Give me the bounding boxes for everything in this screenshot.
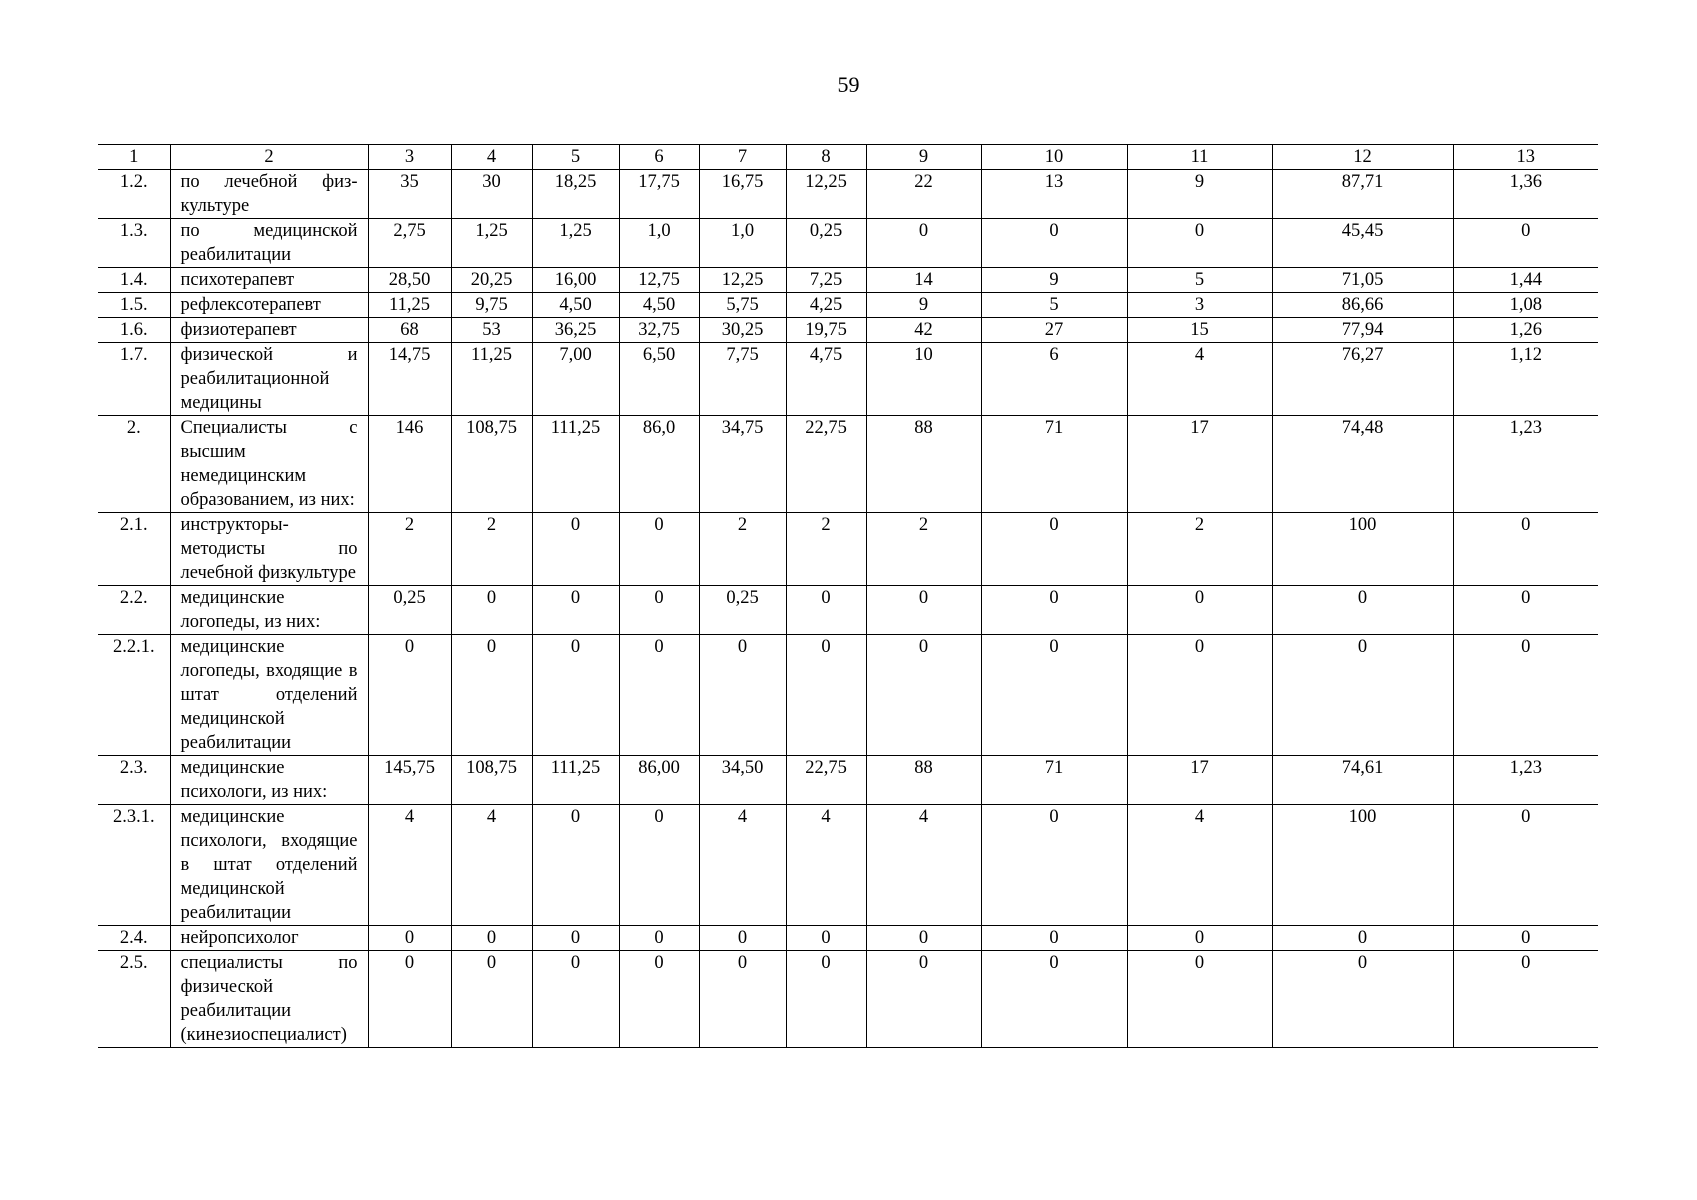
- row-value: 0: [619, 586, 699, 635]
- row-value: 100: [1272, 805, 1453, 926]
- row-value: 0: [532, 926, 619, 951]
- row-value: 0: [866, 219, 981, 268]
- table-row: [98, 343, 1598, 416]
- row-value: 11,25: [451, 343, 532, 416]
- row-value: 4: [1127, 805, 1272, 926]
- page-number: 59: [837, 72, 860, 97]
- table-row: [98, 513, 1598, 586]
- row-value: 4: [368, 805, 451, 926]
- row-value: 22: [866, 170, 981, 219]
- column-header: 4: [451, 145, 532, 170]
- column-header: 6: [619, 145, 699, 170]
- row-value: 10: [866, 343, 981, 416]
- row-value: 12,75: [619, 268, 699, 293]
- row-value: 7,25: [786, 268, 866, 293]
- row-value: 1,23: [1453, 416, 1598, 513]
- row-value: 0: [1453, 513, 1598, 586]
- row-value: 4: [1127, 343, 1272, 416]
- table-row: [98, 805, 1598, 926]
- row-value: 68: [368, 318, 451, 343]
- column-header: 3: [368, 145, 451, 170]
- row-value: 5: [981, 293, 1127, 318]
- row-value: 2: [699, 513, 786, 586]
- table-row: [98, 951, 1598, 1048]
- row-value: 0: [786, 926, 866, 951]
- row-value: 34,50: [699, 756, 786, 805]
- column-header: 13: [1453, 145, 1598, 170]
- row-value: 74,61: [1272, 756, 1453, 805]
- row-value: 7,00: [532, 343, 619, 416]
- row-value: 0: [368, 951, 451, 1048]
- row-value: 111,25: [532, 756, 619, 805]
- table-row: [98, 170, 1598, 219]
- row-value: 1,44: [1453, 268, 1598, 293]
- row-value: 0: [451, 951, 532, 1048]
- row-value: 0: [619, 926, 699, 951]
- row-number: 2.2.: [98, 586, 170, 635]
- row-number: 2.3.1.: [98, 805, 170, 926]
- row-value: 4: [451, 805, 532, 926]
- row-value: 0: [619, 951, 699, 1048]
- row-value: 87,71: [1272, 170, 1453, 219]
- row-value: 34,75: [699, 416, 786, 513]
- table-row: [98, 756, 1598, 805]
- row-value: 0: [981, 926, 1127, 951]
- row-value: 9: [981, 268, 1127, 293]
- column-header: 9: [866, 145, 981, 170]
- row-number: 1.7.: [98, 343, 170, 416]
- row-value: 0: [451, 926, 532, 951]
- row-number: 2.5.: [98, 951, 170, 1048]
- row-value: 0: [786, 635, 866, 756]
- row-value: 76,27: [1272, 343, 1453, 416]
- table-row: [98, 268, 1598, 293]
- row-value: 0: [1127, 586, 1272, 635]
- row-value: 27: [981, 318, 1127, 343]
- row-name: инструкторы-методисты по лечебной физкультуре: [170, 513, 368, 586]
- row-value: 1,12: [1453, 343, 1598, 416]
- row-value: 1,23: [1453, 756, 1598, 805]
- row-value: 0: [699, 951, 786, 1048]
- row-value: 14: [866, 268, 981, 293]
- row-value: 9: [866, 293, 981, 318]
- row-name: нейропсихолог: [170, 926, 368, 951]
- row-name: медицинские психологи, из них:: [170, 756, 368, 805]
- row-value: 0,25: [368, 586, 451, 635]
- row-value: 88: [866, 756, 981, 805]
- row-value: 1,25: [451, 219, 532, 268]
- row-value: 12,25: [699, 268, 786, 293]
- row-name: по медицинской реабилитации: [170, 219, 368, 268]
- row-value: 100: [1272, 513, 1453, 586]
- row-value: 5,75: [699, 293, 786, 318]
- row-value: 111,25: [532, 416, 619, 513]
- row-value: 0: [981, 951, 1127, 1048]
- row-value: 0: [368, 635, 451, 756]
- row-value: 5: [1127, 268, 1272, 293]
- row-value: 86,00: [619, 756, 699, 805]
- row-value: 18,25: [532, 170, 619, 219]
- row-number: 2.: [98, 416, 170, 513]
- row-value: 0: [532, 635, 619, 756]
- row-value: 0: [1453, 586, 1598, 635]
- row-value: 0: [1453, 635, 1598, 756]
- row-value: 19,75: [786, 318, 866, 343]
- row-value: 0: [451, 586, 532, 635]
- row-value: 1,0: [619, 219, 699, 268]
- row-number: 2.4.: [98, 926, 170, 951]
- row-value: 15: [1127, 318, 1272, 343]
- row-value: 17: [1127, 756, 1272, 805]
- row-value: 30: [451, 170, 532, 219]
- row-value: 0: [866, 586, 981, 635]
- column-header: 11: [1127, 145, 1272, 170]
- row-value: 53: [451, 318, 532, 343]
- row-name: рефлексотерапевт: [170, 293, 368, 318]
- row-value: 86,0: [619, 416, 699, 513]
- row-value: 16,00: [532, 268, 619, 293]
- row-value: 17: [1127, 416, 1272, 513]
- row-value: 145,75: [368, 756, 451, 805]
- row-value: 0: [981, 635, 1127, 756]
- row-value: 12,25: [786, 170, 866, 219]
- row-number: 1.5.: [98, 293, 170, 318]
- row-value: 4,50: [532, 293, 619, 318]
- row-value: 0: [699, 926, 786, 951]
- row-value: 2: [1127, 513, 1272, 586]
- row-number: 2.2.1.: [98, 635, 170, 756]
- row-value: 13: [981, 170, 1127, 219]
- row-value: 14,75: [368, 343, 451, 416]
- row-value: 9: [1127, 170, 1272, 219]
- column-header: 10: [981, 145, 1127, 170]
- row-value: 4,75: [786, 343, 866, 416]
- row-value: 0: [786, 586, 866, 635]
- row-value: 7,75: [699, 343, 786, 416]
- row-value: 108,75: [451, 756, 532, 805]
- row-value: 0: [1127, 926, 1272, 951]
- row-value: 1,25: [532, 219, 619, 268]
- row-value: 17,75: [619, 170, 699, 219]
- row-value: 2: [786, 513, 866, 586]
- column-header: 2: [170, 145, 368, 170]
- row-value: 0: [981, 805, 1127, 926]
- row-value: 0,25: [786, 219, 866, 268]
- row-value: 0: [981, 586, 1127, 635]
- row-value: 0: [1453, 805, 1598, 926]
- row-value: 0: [451, 635, 532, 756]
- row-value: 11,25: [368, 293, 451, 318]
- table-row: [98, 318, 1598, 343]
- column-header: 1: [98, 145, 170, 170]
- row-value: 4,50: [619, 293, 699, 318]
- row-name: медицинские логопеды, входящие в штат отделений медицинской реабилитации: [170, 635, 368, 756]
- table-row: [98, 219, 1598, 268]
- row-value: 42: [866, 318, 981, 343]
- row-value: 2: [866, 513, 981, 586]
- row-number: 1.6.: [98, 318, 170, 343]
- row-value: 0: [619, 635, 699, 756]
- row-value: 4: [699, 805, 786, 926]
- row-value: 0: [1453, 951, 1598, 1048]
- row-value: 45,45: [1272, 219, 1453, 268]
- row-value: 86,66: [1272, 293, 1453, 318]
- row-value: 0: [1272, 586, 1453, 635]
- row-value: 108,75: [451, 416, 532, 513]
- row-name: физиотерапевт: [170, 318, 368, 343]
- row-value: 0: [1272, 635, 1453, 756]
- row-value: 36,25: [532, 318, 619, 343]
- row-value: 71: [981, 416, 1127, 513]
- row-value: 6: [981, 343, 1127, 416]
- row-value: 0: [1127, 219, 1272, 268]
- column-header: 8: [786, 145, 866, 170]
- row-value: 0: [866, 951, 981, 1048]
- row-value: 3: [1127, 293, 1272, 318]
- row-value: 74,48: [1272, 416, 1453, 513]
- row-value: 22,75: [786, 756, 866, 805]
- row-value: 0: [786, 951, 866, 1048]
- row-value: 30,25: [699, 318, 786, 343]
- row-value: 4,25: [786, 293, 866, 318]
- row-number: 2.3.: [98, 756, 170, 805]
- table-header-row: [98, 145, 1598, 170]
- row-value: 2: [368, 513, 451, 586]
- row-name: медицинские психологи, входящие в штат отделений медицинской реабилитации: [170, 805, 368, 926]
- table-row: [98, 926, 1598, 951]
- row-value: 1,08: [1453, 293, 1598, 318]
- row-value: 0: [699, 635, 786, 756]
- table-row: [98, 293, 1598, 318]
- row-value: 28,50: [368, 268, 451, 293]
- column-header: 7: [699, 145, 786, 170]
- row-name: по лечебной физ-культуре: [170, 170, 368, 219]
- row-value: 2: [451, 513, 532, 586]
- row-value: 146: [368, 416, 451, 513]
- row-value: 22,75: [786, 416, 866, 513]
- row-value: 1,36: [1453, 170, 1598, 219]
- row-value: 0: [1453, 219, 1598, 268]
- staffing-table: [98, 144, 1598, 1048]
- row-value: 71: [981, 756, 1127, 805]
- column-header: 5: [532, 145, 619, 170]
- row-value: 0: [532, 805, 619, 926]
- row-number: 1.3.: [98, 219, 170, 268]
- row-value: 32,75: [619, 318, 699, 343]
- table-row: [98, 635, 1598, 756]
- row-name: физической и реабилитационной медицины: [170, 343, 368, 416]
- row-value: 0,25: [699, 586, 786, 635]
- row-value: 0: [1127, 951, 1272, 1048]
- row-value: 35: [368, 170, 451, 219]
- row-name: Специалисты с высшим немедицинским образованием, из них:: [170, 416, 368, 513]
- row-value: 0: [1453, 926, 1598, 951]
- row-value: 0: [532, 513, 619, 586]
- row-value: 0: [1127, 635, 1272, 756]
- row-number: 1.4.: [98, 268, 170, 293]
- row-value: 71,05: [1272, 268, 1453, 293]
- row-value: 9,75: [451, 293, 532, 318]
- row-value: 4: [786, 805, 866, 926]
- row-value: 0: [866, 635, 981, 756]
- row-value: 77,94: [1272, 318, 1453, 343]
- row-name: специалисты по физической реабилитации (кинезиоспециалист): [170, 951, 368, 1048]
- row-value: 0: [368, 926, 451, 951]
- row-value: 16,75: [699, 170, 786, 219]
- row-value: 2,75: [368, 219, 451, 268]
- row-name: медицинские логопеды, из них:: [170, 586, 368, 635]
- row-number: 2.1.: [98, 513, 170, 586]
- row-value: 0: [532, 951, 619, 1048]
- row-value: 4: [866, 805, 981, 926]
- row-value: 0: [1272, 926, 1453, 951]
- column-header: 12: [1272, 145, 1453, 170]
- row-value: 20,25: [451, 268, 532, 293]
- row-value: 0: [981, 513, 1127, 586]
- row-value: 0: [619, 513, 699, 586]
- row-value: 0: [1272, 951, 1453, 1048]
- table-row: [98, 416, 1598, 513]
- row-name: психотерапевт: [170, 268, 368, 293]
- row-value: 0: [532, 586, 619, 635]
- row-value: 6,50: [619, 343, 699, 416]
- table-row: [98, 586, 1598, 635]
- row-value: 0: [981, 219, 1127, 268]
- row-value: 0: [866, 926, 981, 951]
- row-value: 1,0: [699, 219, 786, 268]
- row-value: 0: [619, 805, 699, 926]
- row-number: 1.2.: [98, 170, 170, 219]
- row-value: 1,26: [1453, 318, 1598, 343]
- row-value: 88: [866, 416, 981, 513]
